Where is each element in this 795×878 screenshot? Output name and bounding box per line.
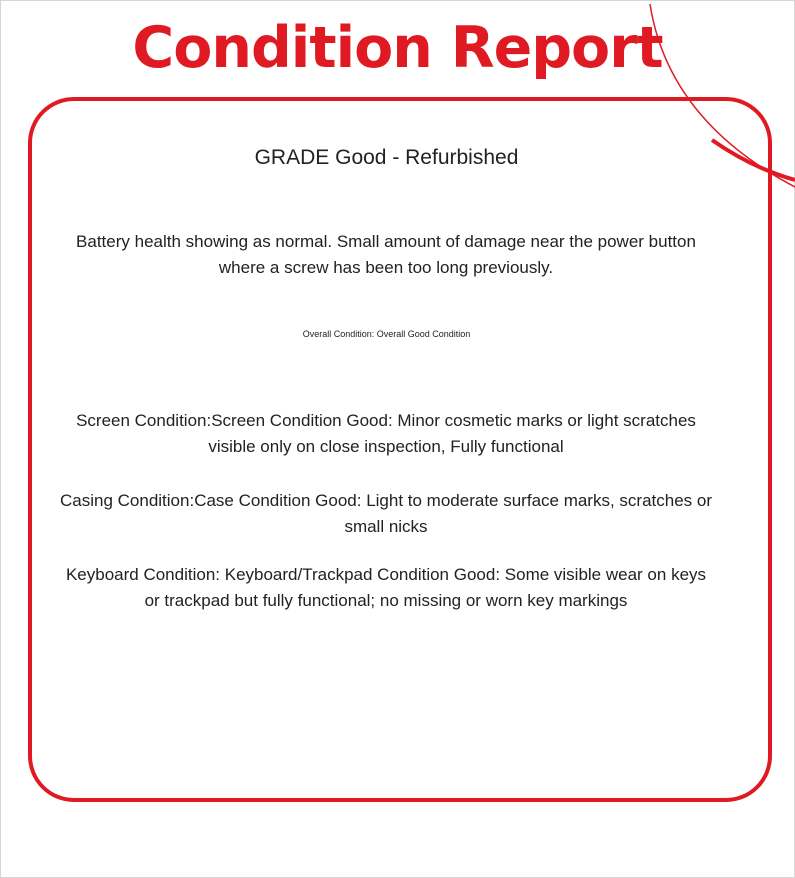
overall-condition-label: Overall Condition [302, 329, 372, 339]
screen-condition-value: Screen Condition Good: Minor cosmetic marks or light scratches visible only on close inspection, Fully functional [208, 411, 696, 456]
label-separator: : [371, 329, 377, 339]
screen-condition-label: Screen Condition [76, 411, 207, 430]
overall-condition [0, 329, 773, 339]
label-separator: : [215, 565, 225, 584]
battery-note: Battery health showing as normal. Small amount of damage near the power button where a screw has been too long previously. [76, 232, 696, 277]
casing-condition-value: Case Condition Good: Light to moderate surface marks, scratches or small nicks [194, 491, 713, 536]
casing-condition: Casing Condition:Case Condition Good: Light to moderate surface marks, scratches or small nicks [60, 491, 713, 536]
keyboard-condition-label: Keyboard Condition [65, 565, 216, 584]
grade-heading: GRADE Good - Refurbished [254, 146, 519, 169]
report-title: Condition Report [132, 15, 663, 81]
screen-condition: Screen Condition:Screen Condition Good: Minor cosmetic marks or light scratches visible only on close inspection, Fully functional [76, 411, 696, 456]
overall-condition-value: Overall Good Condition [376, 329, 471, 339]
keyboard-condition [60, 562, 712, 614]
keyboard-condition-value: Keyboard/Trackpad Condition Good: Some visible wear on keys or trackpad but fully functional; no missing or worn key markings [144, 565, 707, 610]
casing-condition-label: Casing Condition [60, 491, 190, 510]
